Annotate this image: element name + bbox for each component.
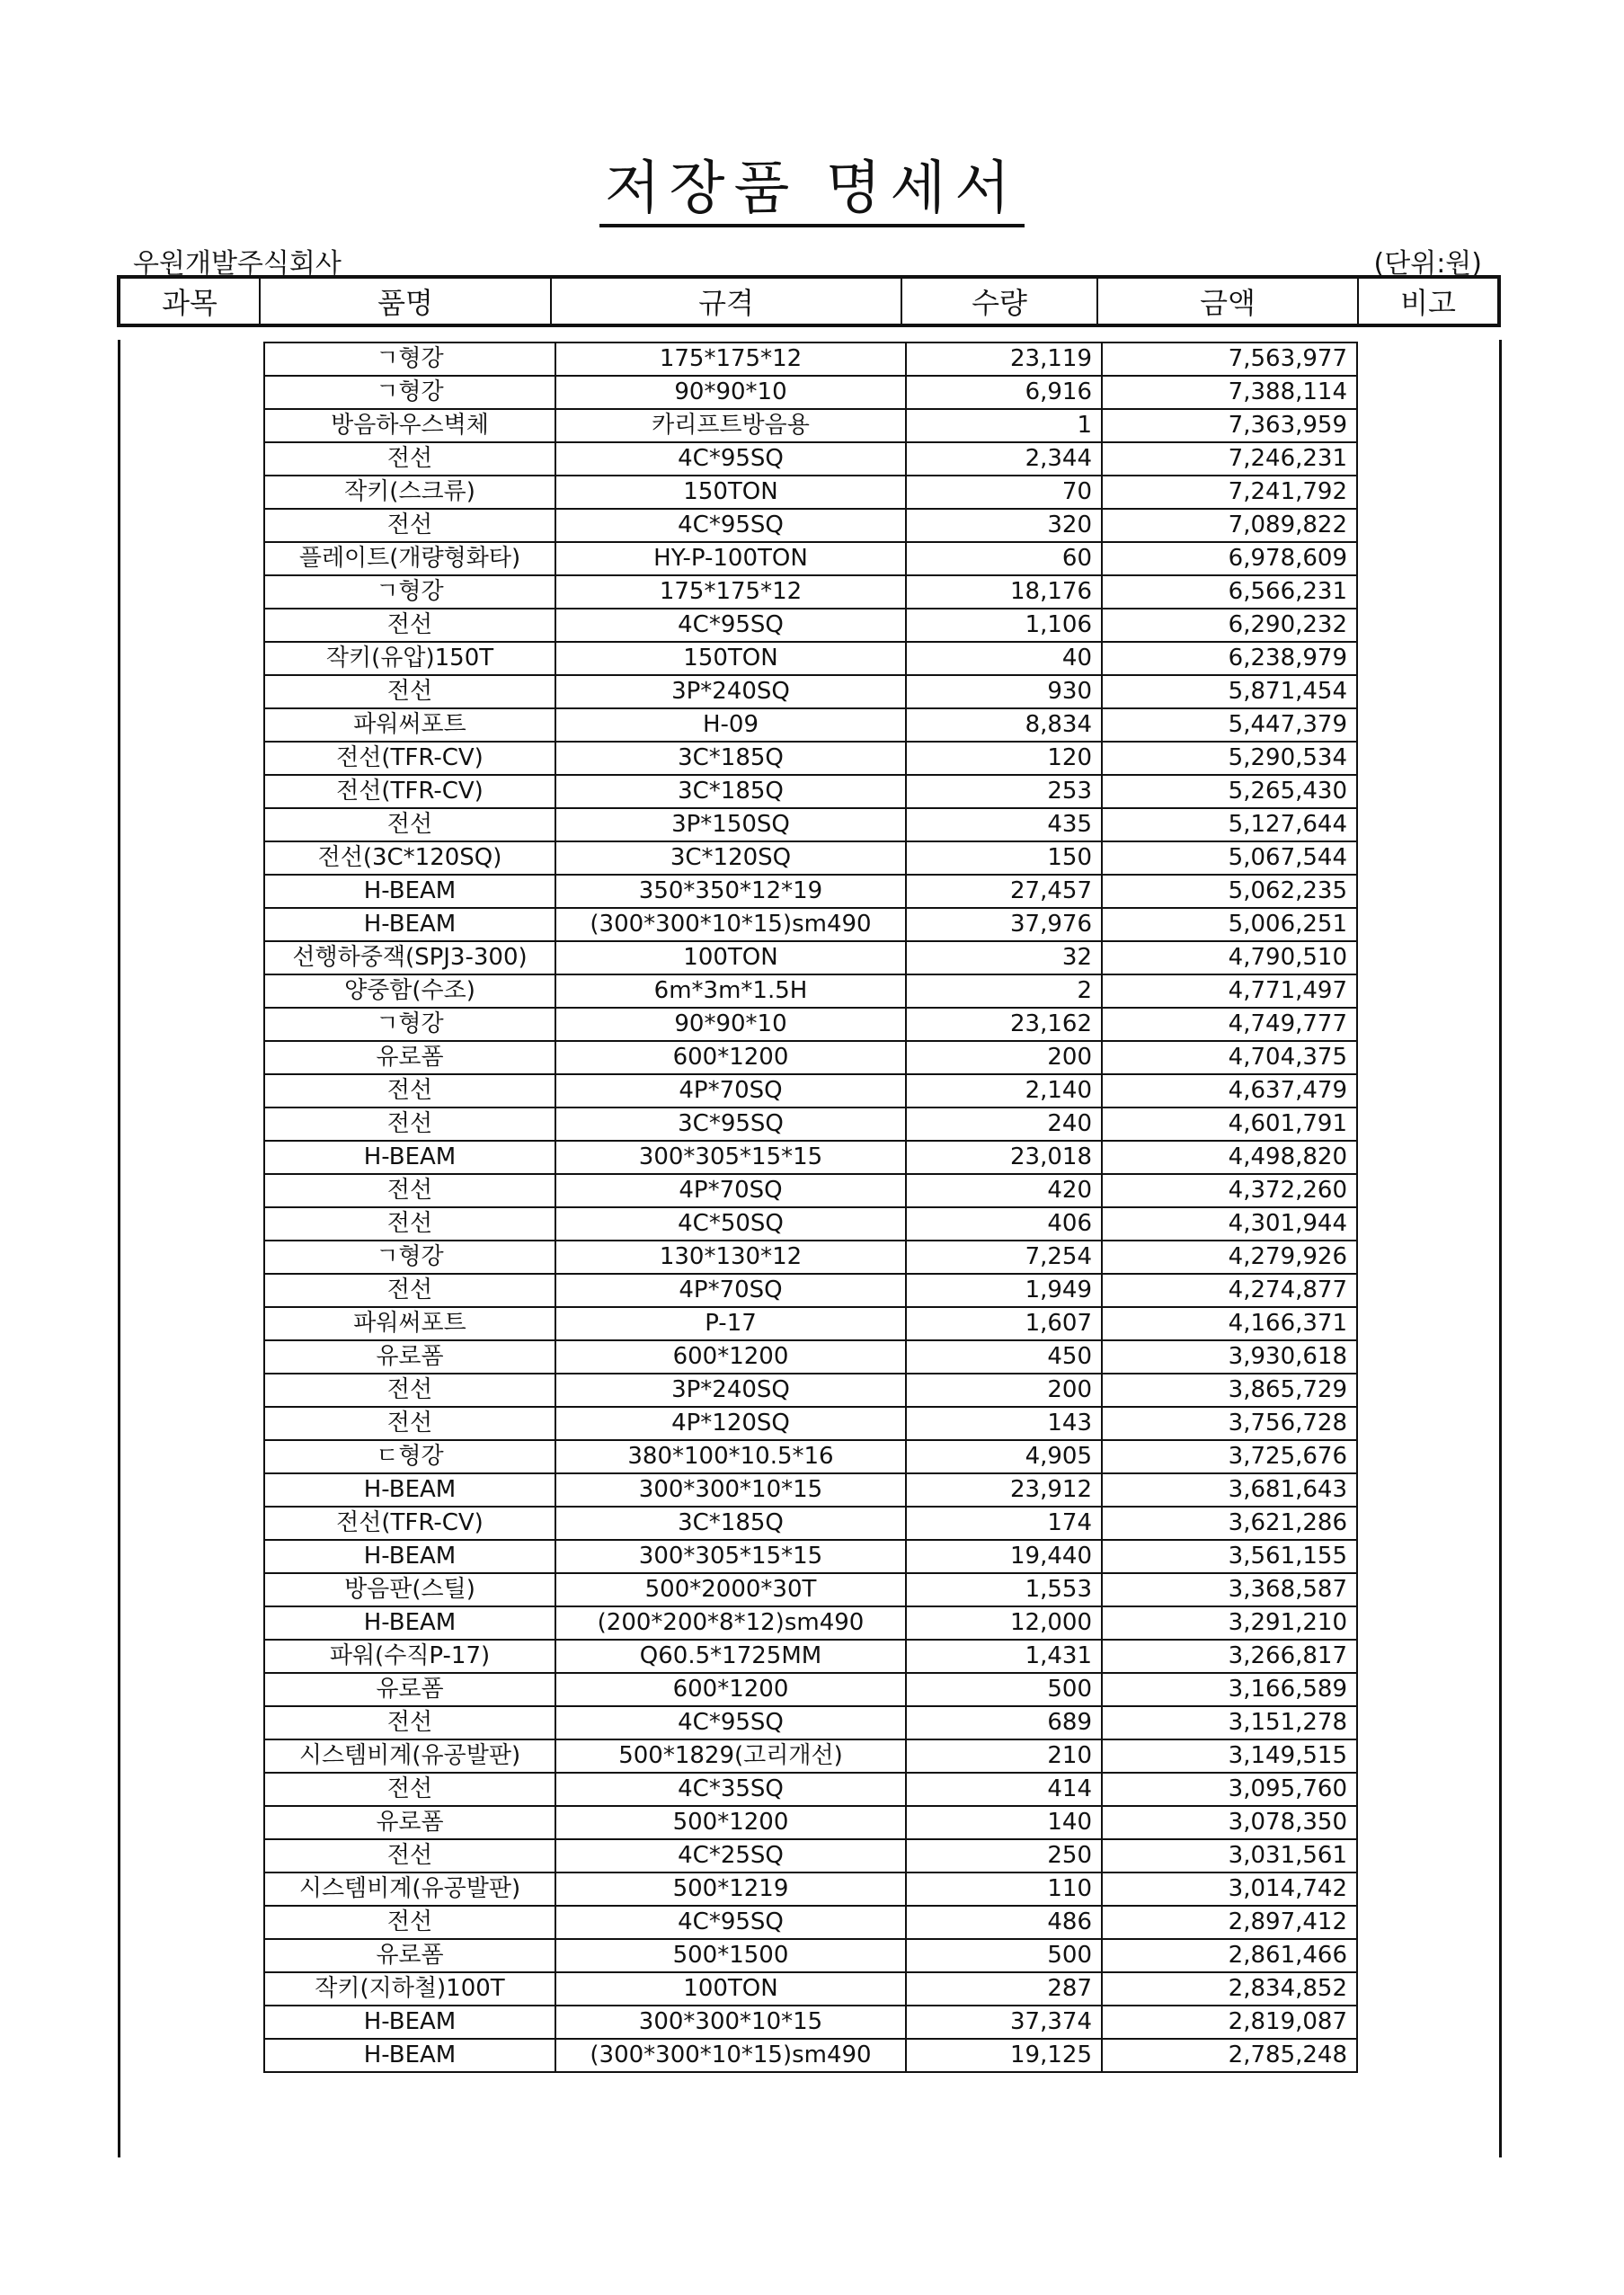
spec-cell: 175*175*12	[555, 575, 906, 609]
item-name-cell: 전선(TFR-CV)	[264, 775, 555, 808]
amount-cell: 2,861,466	[1102, 1939, 1357, 1972]
spec-cell: 175*175*12	[555, 342, 906, 376]
unit-label: (단위:원)	[1373, 248, 1482, 280]
table-row	[264, 708, 1357, 742]
amount-cell: 2,819,087	[1102, 2006, 1357, 2039]
table-row	[264, 1074, 1357, 1107]
amount-cell: 3,266,817	[1102, 1640, 1357, 1673]
item-name-cell: 전선	[264, 1839, 555, 1872]
item-name-cell: 작키(스크류)	[264, 476, 555, 509]
spec-cell: H-09	[555, 708, 906, 742]
item-name-cell: 전선(3C*120SQ)	[264, 841, 555, 875]
spec-cell: 350*350*12*19	[555, 875, 906, 908]
table-row	[264, 1041, 1357, 1074]
amount-cell: 5,265,430	[1102, 775, 1357, 808]
table-row	[264, 1473, 1357, 1507]
spec-cell: 90*90*10	[555, 376, 906, 409]
item-name-cell: 전선	[264, 509, 555, 542]
spec-cell: 300*300*10*15	[555, 2006, 906, 2039]
item-name-cell: 파워(수직P-17)	[264, 1640, 555, 1673]
item-name-cell: 양중함(수조)	[264, 974, 555, 1008]
quantity-cell: 435	[906, 808, 1102, 841]
header-quantity: 수량	[902, 279, 1098, 324]
quantity-cell: 143	[906, 1407, 1102, 1440]
table-row	[264, 1573, 1357, 1606]
amount-cell: 4,498,820	[1102, 1141, 1357, 1174]
amount-cell: 3,681,643	[1102, 1473, 1357, 1507]
item-name-cell: H-BEAM	[264, 908, 555, 941]
amount-cell: 4,637,479	[1102, 1074, 1357, 1107]
item-name-cell: 시스템비계(유공발판)	[264, 1739, 555, 1773]
spec-cell: 4C*25SQ	[555, 1839, 906, 1872]
item-name-cell: 전선	[264, 1107, 555, 1141]
spec-cell: 500*1829(고리개선)	[555, 1739, 906, 1773]
quantity-cell: 1,949	[906, 1274, 1102, 1307]
header-note: 비고	[1400, 286, 1456, 320]
quantity-cell: 320	[906, 509, 1102, 542]
table-row	[264, 675, 1357, 708]
quantity-cell: 1	[906, 409, 1102, 442]
item-name-cell: 유로폼	[264, 1041, 555, 1074]
spec-cell: 500*1219	[555, 1872, 906, 1906]
amount-cell: 3,291,210	[1102, 1606, 1357, 1640]
spec-cell: 4P*70SQ	[555, 1074, 906, 1107]
table-row	[264, 1972, 1357, 2006]
quantity-cell: 23,912	[906, 1473, 1102, 1507]
table-row	[264, 1141, 1357, 1174]
item-name-cell: 전선	[264, 442, 555, 476]
amount-cell: 7,246,231	[1102, 442, 1357, 476]
table-row	[264, 974, 1357, 1008]
table-row	[264, 575, 1357, 609]
item-name-cell: 방음하우스벽체	[264, 409, 555, 442]
item-name-cell: 파워써포트	[264, 708, 555, 742]
spec-cell: 100TON	[555, 1972, 906, 2006]
spec-cell: 4C*50SQ	[555, 1207, 906, 1241]
item-name-cell: ㄱ형강	[264, 342, 555, 376]
table-row	[264, 342, 1357, 376]
header-kwa: 과목	[120, 279, 261, 324]
quantity-cell: 240	[906, 1107, 1102, 1141]
quantity-cell: 2	[906, 974, 1102, 1008]
spec-cell: 4P*70SQ	[555, 1274, 906, 1307]
quantity-cell: 8,834	[906, 708, 1102, 742]
spec-cell: 500*1200	[555, 1806, 906, 1839]
amount-cell: 5,067,544	[1102, 841, 1357, 875]
item-name-cell: 전선	[264, 1773, 555, 1806]
quantity-cell: 23,119	[906, 342, 1102, 376]
quantity-cell: 689	[906, 1706, 1102, 1739]
amount-cell: 3,078,350	[1102, 1806, 1357, 1839]
spec-cell: 300*300*10*15	[555, 1473, 906, 1507]
quantity-cell: 406	[906, 1207, 1102, 1241]
spec-cell: 150TON	[555, 476, 906, 509]
header-spec: 규격	[552, 279, 902, 324]
amount-cell: 3,561,155	[1102, 1540, 1357, 1573]
spec-cell: 4P*120SQ	[555, 1407, 906, 1440]
quantity-cell: 150	[906, 841, 1102, 875]
table-row	[264, 875, 1357, 908]
item-name-cell: 전선(TFR-CV)	[264, 742, 555, 775]
table-row	[264, 409, 1357, 442]
table-row	[264, 1407, 1357, 1440]
item-name-cell: 전선	[264, 1274, 555, 1307]
amount-cell: 3,930,618	[1102, 1340, 1357, 1374]
spec-cell: 130*130*12	[555, 1241, 906, 1274]
quantity-cell: 27,457	[906, 875, 1102, 908]
spec-cell: 150TON	[555, 642, 906, 675]
amount-cell: 3,865,729	[1102, 1374, 1357, 1407]
amount-cell: 3,166,589	[1102, 1673, 1357, 1706]
amount-cell: 4,301,944	[1102, 1207, 1357, 1241]
amount-cell: 5,290,534	[1102, 742, 1357, 775]
table-row	[264, 1107, 1357, 1141]
quantity-cell: 7,254	[906, 1241, 1102, 1274]
table-row	[264, 1906, 1357, 1939]
spec-cell: 90*90*10	[555, 1008, 906, 1041]
spec-cell: 3C*120SQ	[555, 841, 906, 875]
table-row	[264, 1773, 1357, 1806]
spec-cell: Q60.5*1725MM	[555, 1640, 906, 1673]
amount-cell: 4,274,877	[1102, 1274, 1357, 1307]
table-row	[264, 442, 1357, 476]
item-name-cell: ㄱ형강	[264, 1008, 555, 1041]
left-border-line	[118, 340, 120, 2157]
amount-cell: 7,241,792	[1102, 476, 1357, 509]
item-name-cell: 유로폼	[264, 1340, 555, 1374]
item-name-cell: 전선	[264, 1374, 555, 1407]
table-row	[264, 1640, 1357, 1673]
item-name-cell: 유로폼	[264, 1806, 555, 1839]
document-title	[0, 142, 1624, 225]
quantity-cell: 414	[906, 1773, 1102, 1806]
quantity-cell: 120	[906, 742, 1102, 775]
quantity-cell: 486	[906, 1906, 1102, 1939]
item-name-cell: ㄱ형강	[264, 1241, 555, 1274]
spec-cell: 3P*240SQ	[555, 675, 906, 708]
amount-cell: 3,095,760	[1102, 1773, 1357, 1806]
table-row	[264, 1540, 1357, 1573]
item-name-cell: 시스템비계(유공발판)	[264, 1872, 555, 1906]
table-row	[264, 1606, 1357, 1640]
item-name-cell: 작키(지하철)100T	[264, 1972, 555, 2006]
quantity-cell: 1,106	[906, 609, 1102, 642]
quantity-cell: 450	[906, 1340, 1102, 1374]
table-header	[117, 275, 1501, 327]
item-name-cell: H-BEAM	[264, 1540, 555, 1573]
amount-cell: 7,089,822	[1102, 509, 1357, 542]
quantity-cell: 37,976	[906, 908, 1102, 941]
quantity-cell: 19,440	[906, 1540, 1102, 1573]
item-name-cell: 전선	[264, 1074, 555, 1107]
table-row	[264, 1872, 1357, 1906]
spec-cell: 4C*95SQ	[555, 509, 906, 542]
item-name-cell: 유로폼	[264, 1673, 555, 1706]
amount-cell: 4,749,777	[1102, 1008, 1357, 1041]
amount-cell: 3,014,742	[1102, 1872, 1357, 1906]
table-row	[264, 1673, 1357, 1706]
quantity-cell: 420	[906, 1174, 1102, 1207]
amount-cell: 4,771,497	[1102, 974, 1357, 1008]
table-row	[264, 1939, 1357, 1972]
inventory-table	[263, 342, 1358, 2073]
item-name-cell: 전선	[264, 1906, 555, 1939]
table-row	[264, 642, 1357, 675]
quantity-cell: 1,431	[906, 1640, 1102, 1673]
quantity-cell: 19,125	[906, 2039, 1102, 2072]
table-row	[264, 1507, 1357, 1540]
quantity-cell: 1,607	[906, 1307, 1102, 1340]
table-row	[264, 1174, 1357, 1207]
item-name-cell: 플레이트(개량형화타)	[264, 542, 555, 575]
table-row	[264, 1706, 1357, 1739]
item-name-cell: 전선	[264, 609, 555, 642]
table-row	[264, 1340, 1357, 1374]
item-name-cell: 유로폼	[264, 1939, 555, 1972]
spec-cell: 3C*185Q	[555, 742, 906, 775]
item-name-cell: ㄱ형강	[264, 575, 555, 609]
spec-cell: 카리프트방음용	[555, 409, 906, 442]
spec-cell: P-17	[555, 1307, 906, 1340]
spec-cell: 300*305*15*15	[555, 1540, 906, 1573]
quantity-cell: 250	[906, 1839, 1102, 1872]
quantity-cell: 37,374	[906, 2006, 1102, 2039]
table-row	[264, 808, 1357, 841]
quantity-cell: 60	[906, 542, 1102, 575]
item-name-cell: 파워써포트	[264, 1307, 555, 1340]
header-item-name: 품명	[261, 279, 552, 324]
inventory-table-body	[264, 342, 1357, 2072]
table-row	[264, 908, 1357, 941]
amount-cell: 4,601,791	[1102, 1107, 1357, 1141]
spec-cell: 4C*95SQ	[555, 442, 906, 476]
spec-cell: 500*1500	[555, 1939, 906, 1972]
table-row	[264, 1839, 1357, 1872]
spec-cell: 380*100*10.5*16	[555, 1440, 906, 1473]
amount-cell: 5,871,454	[1102, 675, 1357, 708]
item-name-cell: H-BEAM	[264, 2006, 555, 2039]
table-row	[264, 2039, 1357, 2072]
amount-cell: 3,756,728	[1102, 1407, 1357, 1440]
item-name-cell: 전선	[264, 1706, 555, 1739]
table-row	[264, 609, 1357, 642]
quantity-cell: 2,344	[906, 442, 1102, 476]
quantity-cell: 930	[906, 675, 1102, 708]
item-name-cell: 작키(유압)150T	[264, 642, 555, 675]
table-row	[264, 509, 1357, 542]
table-row	[264, 376, 1357, 409]
amount-cell: 3,149,515	[1102, 1739, 1357, 1773]
spec-cell: 3P*240SQ	[555, 1374, 906, 1407]
table-row	[264, 542, 1357, 575]
amount-cell: 5,062,235	[1102, 875, 1357, 908]
spec-cell: 4C*95SQ	[555, 609, 906, 642]
spec-cell: 3C*185Q	[555, 775, 906, 808]
amount-cell: 6,290,232	[1102, 609, 1357, 642]
item-name-cell: H-BEAM	[264, 875, 555, 908]
item-name-cell: H-BEAM	[264, 1473, 555, 1507]
table-row	[264, 1374, 1357, 1407]
amount-cell: 4,279,926	[1102, 1241, 1357, 1274]
amount-cell: 6,238,979	[1102, 642, 1357, 675]
item-name-cell: H-BEAM	[264, 1141, 555, 1174]
company-name: 우원개발주식회사	[133, 248, 342, 280]
spec-cell: 600*1200	[555, 1340, 906, 1374]
table-row	[264, 1207, 1357, 1241]
document-title-text: 저장품 명세서	[599, 156, 1025, 227]
quantity-cell: 70	[906, 476, 1102, 509]
amount-cell: 7,563,977	[1102, 342, 1357, 376]
amount-cell: 2,834,852	[1102, 1972, 1357, 2006]
spec-cell: 600*1200	[555, 1041, 906, 1074]
quantity-cell: 12,000	[906, 1606, 1102, 1640]
amount-cell: 2,785,248	[1102, 2039, 1357, 2072]
table-row	[264, 1241, 1357, 1274]
table-row	[264, 742, 1357, 775]
spec-cell: 500*2000*30T	[555, 1573, 906, 1606]
quantity-cell: 253	[906, 775, 1102, 808]
table-row	[264, 1440, 1357, 1473]
item-name-cell: H-BEAM	[264, 1606, 555, 1640]
amount-cell: 3,621,286	[1102, 1507, 1357, 1540]
amount-cell: 2,897,412	[1102, 1906, 1357, 1939]
quantity-cell: 4,905	[906, 1440, 1102, 1473]
item-name-cell: ㄱ형강	[264, 376, 555, 409]
spec-cell: (200*200*8*12)sm490	[555, 1606, 906, 1640]
table-row	[264, 775, 1357, 808]
spec-cell: 4C*95SQ	[555, 1706, 906, 1739]
spec-cell: 3C*95SQ	[555, 1107, 906, 1141]
quantity-cell: 40	[906, 642, 1102, 675]
amount-cell: 3,031,561	[1102, 1839, 1357, 1872]
amount-cell: 7,388,114	[1102, 376, 1357, 409]
item-name-cell: 전선	[264, 675, 555, 708]
table-row	[264, 941, 1357, 974]
amount-cell: 5,447,379	[1102, 708, 1357, 742]
quantity-cell: 18,176	[906, 575, 1102, 609]
table-row	[264, 1739, 1357, 1773]
quantity-cell: 500	[906, 1673, 1102, 1706]
spec-cell: (300*300*10*15)sm490	[555, 2039, 906, 2072]
spec-cell: 300*305*15*15	[555, 1141, 906, 1174]
quantity-cell: 287	[906, 1972, 1102, 2006]
table-row	[264, 1274, 1357, 1307]
amount-cell: 6,978,609	[1102, 542, 1357, 575]
item-name-cell: 선행하중잭(SPJ3-300)	[264, 941, 555, 974]
amount-cell: 3,151,278	[1102, 1706, 1357, 1739]
spec-cell: 4C*35SQ	[555, 1773, 906, 1806]
amount-cell: 6,566,231	[1102, 575, 1357, 609]
amount-cell: 4,704,375	[1102, 1041, 1357, 1074]
spec-cell: HY-P-100TON	[555, 542, 906, 575]
table-row	[264, 841, 1357, 875]
item-name-cell: 전선	[264, 808, 555, 841]
amount-cell: 5,127,644	[1102, 808, 1357, 841]
quantity-cell: 210	[906, 1739, 1102, 1773]
amount-cell: 4,372,260	[1102, 1174, 1357, 1207]
spec-cell: 600*1200	[555, 1673, 906, 1706]
item-name-cell: 전선	[264, 1407, 555, 1440]
quantity-cell: 140	[906, 1806, 1102, 1839]
spec-cell: 4C*95SQ	[555, 1906, 906, 1939]
table-row	[264, 1307, 1357, 1340]
spec-cell: 3P*150SQ	[555, 808, 906, 841]
quantity-cell: 500	[906, 1939, 1102, 1972]
quantity-cell: 200	[906, 1041, 1102, 1074]
spec-cell: (300*300*10*15)sm490	[555, 908, 906, 941]
right-border-line	[1499, 340, 1502, 2157]
item-name-cell: 전선	[264, 1174, 555, 1207]
item-name-cell: 전선(TFR-CV)	[264, 1507, 555, 1540]
item-name-cell: 방음판(스틸)	[264, 1573, 555, 1606]
amount-cell: 5,006,251	[1102, 908, 1357, 941]
table-row	[264, 476, 1357, 509]
quantity-cell: 23,018	[906, 1141, 1102, 1174]
quantity-cell: 23,162	[906, 1008, 1102, 1041]
item-name-cell: H-BEAM	[264, 2039, 555, 2072]
item-name-cell: ㄷ형강	[264, 1440, 555, 1473]
table-row	[264, 2006, 1357, 2039]
header-amount: 금액	[1098, 279, 1359, 324]
amount-cell: 7,363,959	[1102, 409, 1357, 442]
quantity-cell: 200	[906, 1374, 1102, 1407]
quantity-cell: 174	[906, 1507, 1102, 1540]
spec-cell: 4P*70SQ	[555, 1174, 906, 1207]
amount-cell: 3,368,587	[1102, 1573, 1357, 1606]
item-name-cell: 전선	[264, 1207, 555, 1241]
amount-cell: 4,790,510	[1102, 941, 1357, 974]
spec-cell: 3C*185Q	[555, 1507, 906, 1540]
quantity-cell: 6,916	[906, 376, 1102, 409]
amount-cell: 3,725,676	[1102, 1440, 1357, 1473]
quantity-cell: 32	[906, 941, 1102, 974]
quantity-cell: 110	[906, 1872, 1102, 1906]
spec-cell: 6m*3m*1.5H	[555, 974, 906, 1008]
table-row	[264, 1806, 1357, 1839]
table-row	[264, 1008, 1357, 1041]
amount-cell: 4,166,371	[1102, 1307, 1357, 1340]
quantity-cell: 1,553	[906, 1573, 1102, 1606]
spec-cell: 100TON	[555, 941, 906, 974]
quantity-cell: 2,140	[906, 1074, 1102, 1107]
